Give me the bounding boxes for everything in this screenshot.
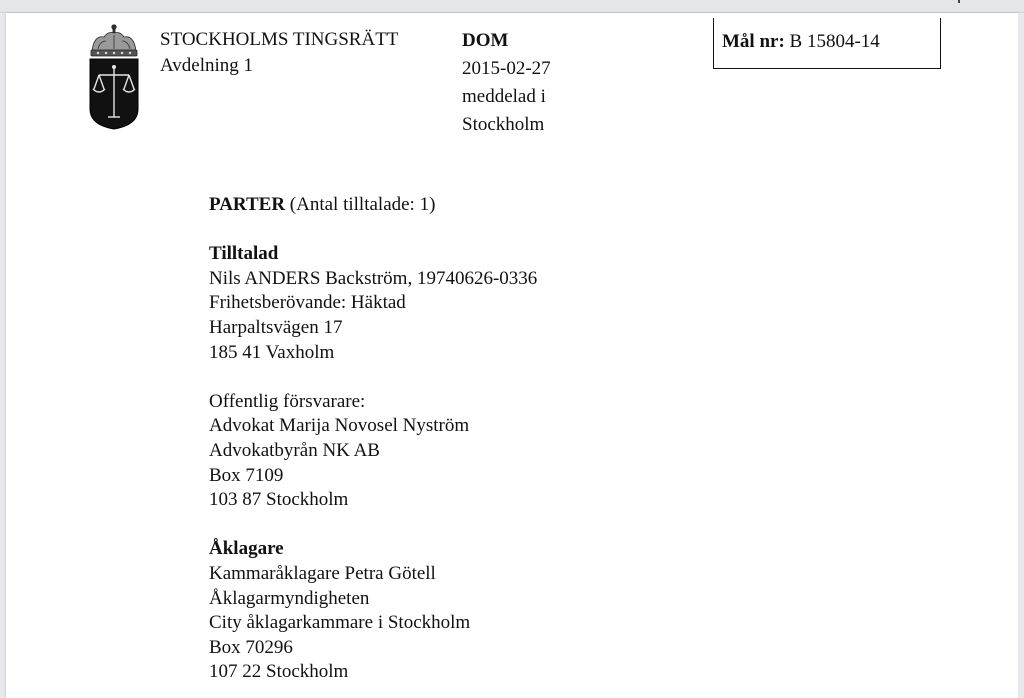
defender-line: Box 7109 <box>209 464 284 486</box>
prosecutor-line: City åklagarkammare i Stockholm <box>209 612 471 634</box>
viewer-right-margin <box>1018 13 1024 698</box>
prosecutor-line: 107 22 Stockholm <box>209 661 349 683</box>
court-name: STOCKHOLMS TINGSRÄTT <box>160 29 399 50</box>
court-header <box>160 27 398 79</box>
defender-line: Offentlig försvarare: <box>209 390 366 412</box>
defender-line: Advokatbyrån NK AB <box>209 439 380 461</box>
document-body <box>209 193 537 685</box>
defender-line: 103 87 Stockholm <box>209 489 349 511</box>
defendant-line: Harpaltsvägen 17 <box>209 316 343 338</box>
parties-heading <box>209 193 537 218</box>
viewer-top-bar <box>0 0 1024 13</box>
document-page <box>6 13 1018 698</box>
defendant-heading: Tilltalad <box>209 243 279 265</box>
scroll-marker <box>958 0 960 3</box>
prosecutor-heading: Åklagare <box>209 538 284 560</box>
parties-title: PARTER <box>209 194 286 215</box>
judgment-date: 2015-02-27 <box>462 58 551 79</box>
court-crest-icon <box>82 21 146 131</box>
defendant-line: Nils ANDERS Backström, 19740626-0336 <box>209 267 538 289</box>
case-number-label: Mål nr: <box>722 31 785 52</box>
prosecutor-line: Åklagarmyndigheten <box>209 587 370 609</box>
document-type: DOM <box>462 30 509 51</box>
court-division: Avdelning 1 <box>160 55 254 76</box>
defendant-line: Frihetsberövande: Häktad <box>209 292 406 314</box>
delivered-in-line1: meddelad i <box>462 86 546 107</box>
case-number: B 15804-14 <box>789 31 880 52</box>
case-number-box <box>713 18 941 69</box>
prosecutor-line: Kammaråklagare Petra Götell <box>209 562 436 584</box>
prosecutor-line: Box 70296 <box>209 636 293 658</box>
defendant-line: 185 41 Vaxholm <box>209 341 335 363</box>
defender-line: Advokat Marija Novosel Nyström <box>209 415 470 437</box>
judgment-header <box>462 27 551 139</box>
delivered-in-line2: Stockholm <box>462 114 545 135</box>
parties-count: (Antal tilltalade: 1) <box>289 194 436 215</box>
